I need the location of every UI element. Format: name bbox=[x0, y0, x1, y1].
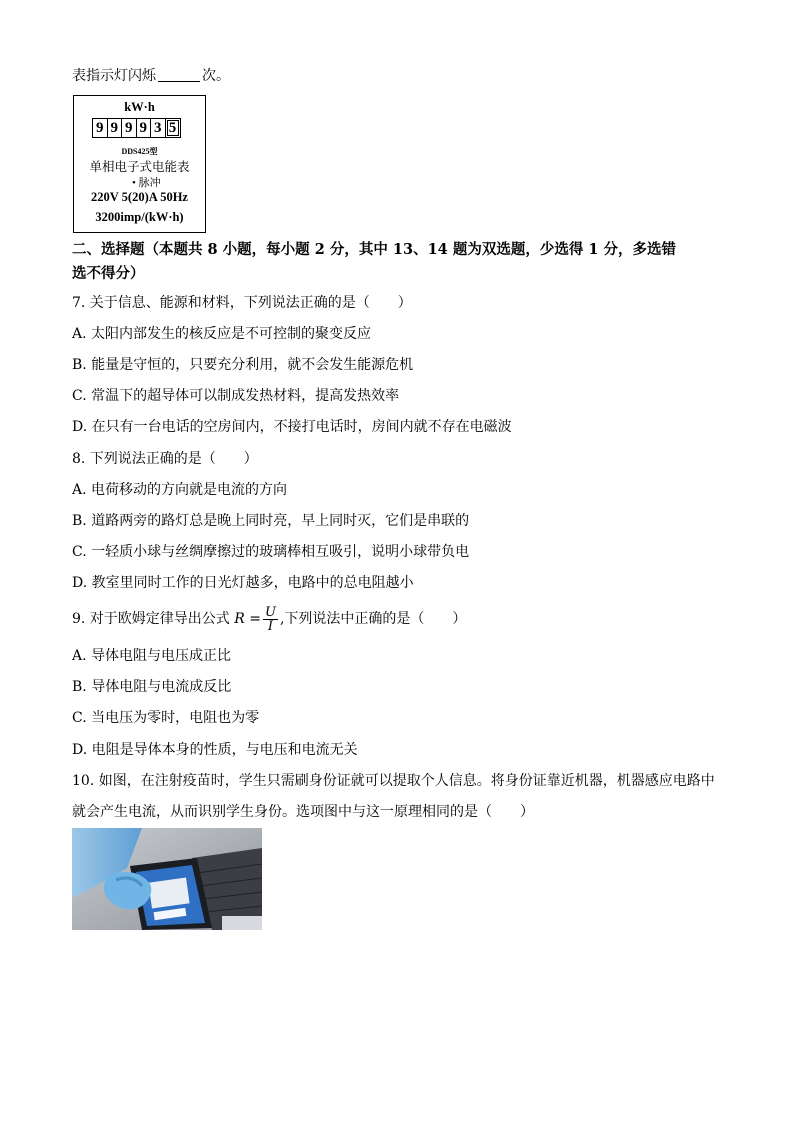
q9-option-d: D. 电阻是导体本身的性质，与电压和电流无关 bbox=[72, 742, 358, 758]
meter-digit-decimal-value: 5 bbox=[167, 120, 179, 136]
formula-lhs: R = bbox=[234, 611, 261, 627]
section-title-line1: 二、选择题（本题共 8 小题，每小题 2 分，其中 13、14 题为双选题，少选得 1 分，多选错 bbox=[72, 241, 677, 258]
q7-option-a: A. 太阳内部发生的核反应是不可控制的聚变反应 bbox=[72, 326, 372, 342]
meter-digit: 9 bbox=[136, 118, 151, 138]
q7-option-d: D. 在只有一台电话的空房间内，不接打电话时，房间内就不存在电磁波 bbox=[72, 419, 512, 435]
meter-digits bbox=[92, 118, 181, 138]
meter-digit-decimal bbox=[165, 118, 181, 138]
q8-option-c: C. 一轻质小球与丝绸摩擦过的玻璃棒相互吸引，说明小球带负电 bbox=[72, 544, 470, 560]
q9-option-b: B. 导体电阻与电流成反比 bbox=[72, 679, 232, 695]
formula-denominator: I bbox=[267, 618, 274, 634]
meter-model: DDS425型 bbox=[121, 147, 158, 156]
section-title-line2: 选不得分） bbox=[72, 265, 145, 282]
q9-option-c: C. 当电压为零时，电阻也为零 bbox=[72, 710, 260, 726]
meter-digit: 9 bbox=[107, 118, 122, 138]
q8-option-a: A. 电荷移动的方向就是电流的方向 bbox=[72, 482, 288, 498]
answer-blank bbox=[158, 67, 200, 82]
q7-stem: 7. 关于信息、能源和材料，下列说法正确的是（ ） bbox=[72, 295, 412, 311]
q6-tail bbox=[72, 66, 230, 86]
meter-digit: 3 bbox=[150, 118, 165, 138]
q8-stem: 8. 下列说法正确的是（ ） bbox=[72, 451, 258, 467]
id-card-scan-photo bbox=[72, 828, 262, 930]
q10-stem-line1: 10. 如图，在注射疫苗时，学生只需刷身份证就可以提取个人信息。将身份证靠近机器，机器感应电路中 bbox=[72, 773, 715, 789]
meter-digit: 9 bbox=[92, 118, 107, 138]
q9-stem-after: ,下列说法中正确的是（ ） bbox=[279, 611, 467, 627]
q6-text-after: 次。 bbox=[202, 68, 230, 84]
q10-stem-line2: 就会产生电流，从而识别学生身份。选项图中与这一原理相同的是（ ） bbox=[72, 804, 534, 820]
q7-option-c: C. 常温下的超导体可以制成发热材料，提高发热效率 bbox=[72, 388, 400, 404]
meter-digit: 9 bbox=[121, 118, 136, 138]
meter-spec: 220V 5(20)A 50Hz bbox=[91, 190, 188, 204]
meter-pulse: • 脉冲 bbox=[132, 177, 161, 189]
meter-constant: 3200imp/(kW·h) bbox=[95, 210, 184, 224]
energy-meter-figure bbox=[73, 95, 206, 233]
q8-option-b: B. 道路两旁的路灯总是晚上同时亮，早上同时灭，它们是串联的 bbox=[72, 513, 470, 529]
q9-option-a: A. 导体电阻与电压成正比 bbox=[72, 648, 232, 664]
q8-option-d: D. 教室里同时工作的日光灯越多，电路中的总电阻越小 bbox=[72, 575, 414, 591]
meter-unit: kW·h bbox=[124, 100, 155, 114]
meter-name: 单相电子式电能表 bbox=[89, 160, 190, 174]
formula-numerator: U bbox=[265, 604, 276, 620]
q9-stem-before: 9. 对于欧姆定律导出公式 bbox=[72, 611, 230, 627]
formula-fraction bbox=[263, 606, 278, 633]
q7-option-b: B. 能量是守恒的，只要充分利用，就不会发生能源危机 bbox=[72, 357, 414, 373]
q9-stem bbox=[72, 602, 466, 636]
q6-text-before: 表指示灯闪烁 bbox=[72, 68, 156, 84]
